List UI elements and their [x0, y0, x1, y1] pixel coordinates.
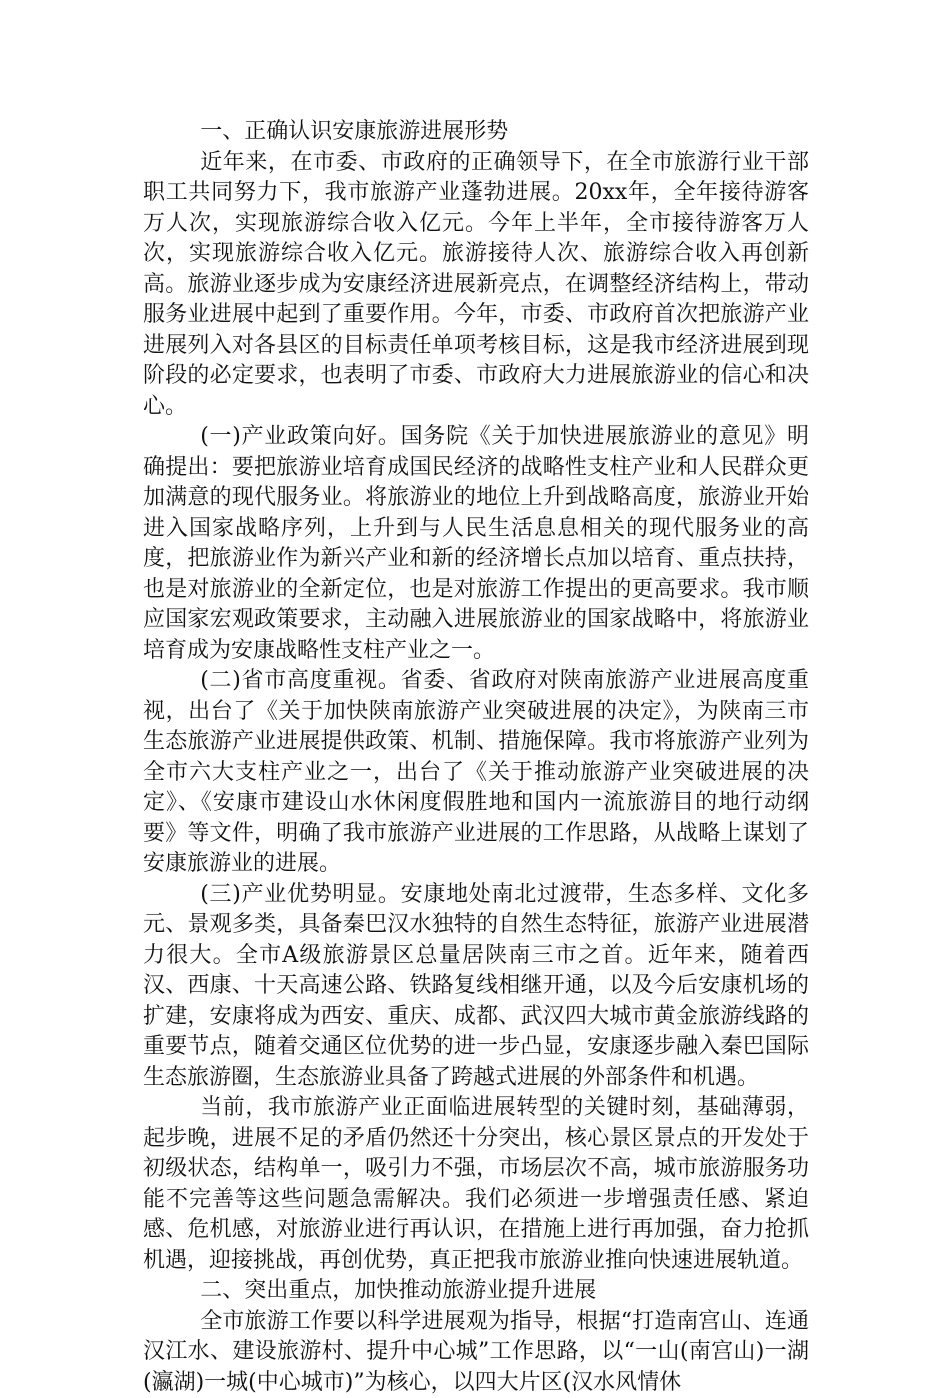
- section-heading-1: 一、正确认识安康旅游进展形势: [143, 117, 809, 148]
- section-heading-2: 二、突出重点，加快推动旅游业提升进展: [143, 1276, 809, 1307]
- paragraph-1: 近年来，在市委、市政府的正确领导下，在全市旅游行业干部职工共同努力下，我市旅游产业蓬勃进展。20xx年，全年接待游客万人次，实现旅游综合收入亿元。今年上半年，全市接待游客万人次，实现旅游综合收入亿元。旅游接待人次、旅游综合收入再创新高。旅游业逐步成为安康经济进展新亮点，在调整经济结构上，带动服务业进展中起到了重要作用。今年，市委、市政府首次把旅游产业进展列入对各县区的目标责任单项考核目标，这是我市经济进展到现阶段的必定要求，也表明了市委、市政府大力进展旅游业的信心和决心。: [143, 148, 809, 423]
- paragraph-2: (一)产业政策向好。国务院《关于加快进展旅游业的意见》明确提出：要把旅游业培育成国民经济的战略性支柱产业和人民群众更加满意的现代服务业。将旅游业的地位上升到战略高度，旅游业开始进入国家战略序列，上升到与人民生活息息相关的现代服务业的高度，把旅游业作为新兴产业和新的经济增长点加以培育、重点扶持，也是对旅游业的全新定位，也是对旅游工作提出的更高要求。我市顺应国家宏观政策要求，主动融入进展旅游业的国家战略中，将旅游业培育成为安康战略性支柱产业之一。: [143, 422, 809, 666]
- paragraph-6: 全市旅游工作要以科学进展观为指导，根据“打造南宫山、连通汉江水、建设旅游村、提升中心城”工作思路，以“一山(南宫山)一湖(瀛湖)一城(中心城市)”为核心，以四大片区(汉水风情休: [143, 1307, 809, 1398]
- paragraph-4: (三)产业优势明显。安康地处南北过渡带，生态多样、文化多元、景观多类，具备秦巴汉水独特的自然生态特征，旅游产业进展潜力很大。全市A级旅游景区总量居陕南三市之首。近年来，随着西汉、西康、十天高速公路、铁路复线相继开通，以及今后安康机场的扩建，安康将成为西安、重庆、成都、武汉四大城市黄金旅游线路的重要节点，随着交通区位优势的进一步凸显，安康逐步融入秦巴国际生态旅游圈，生态旅游业具备了跨越式进展的外部条件和机遇。: [143, 880, 809, 1094]
- document-body: [143, 117, 809, 1398]
- paragraph-3: (二)省市高度重视。省委、省政府对陕南旅游产业进展高度重视，出台了《关于加快陕南旅游产业突破进展的决定》，为陕南三市生态旅游产业进展提供政策、机制、措施保障。我市将旅游产业列为全市六大支柱产业之一，出台了《关于推动旅游产业突破进展的决定》、《安康市建设山水休闲度假胜地和国内一流旅游目的地行动纲要》等文件，明确了我市旅游产业进展的工作思路，从战略上谋划了安康旅游业的进展。: [143, 666, 809, 880]
- paragraph-5: 当前，我市旅游产业正面临进展转型的关键时刻，基础薄弱，起步晚，进展不足的矛盾仍然还十分突出，核心景区景点的开发处于初级状态，结构单一，吸引力不强，市场层次不高，城市旅游服务功能不完善等这些问题急需解决。我们必须进一步增强责任感、紧迫感、危机感，对旅游业进行再认识，在措施上进行再加强，奋力抢抓机遇，迎接挑战，再创优势，真正把我市旅游业推向快速进展轨道。: [143, 1093, 809, 1276]
